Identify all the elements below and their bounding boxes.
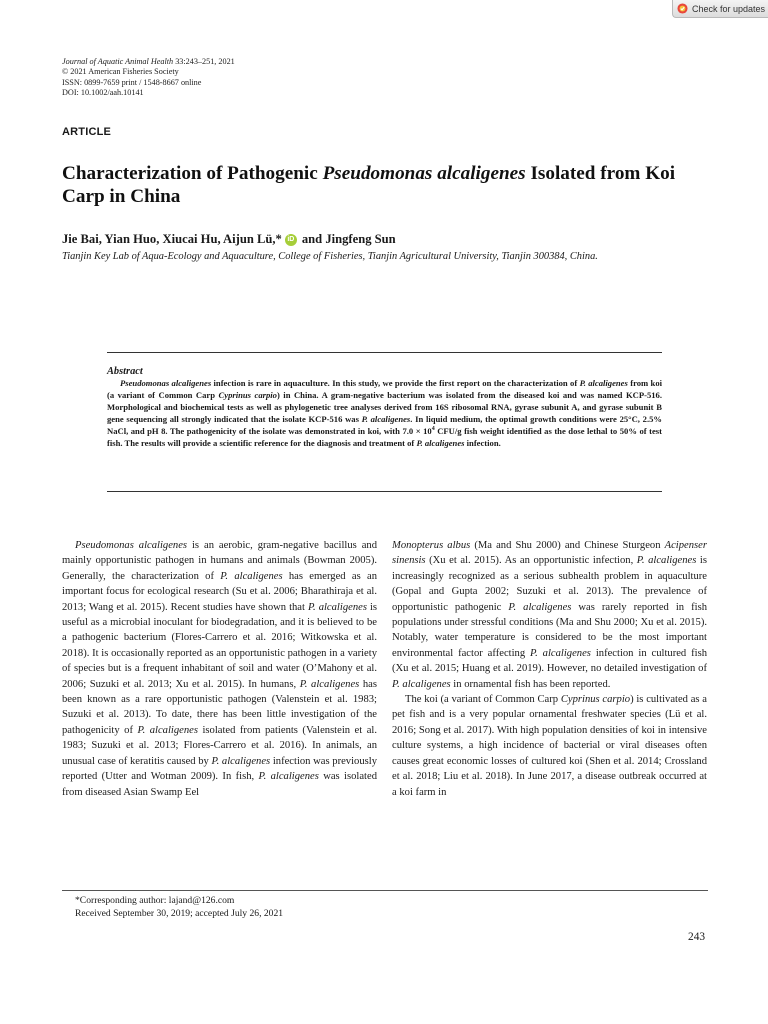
body-column-right (392, 538, 707, 800)
affiliation: Tianjin Key Lab of Aqua-Ecology and Aquaculture, College of Fisheries, Tianjin Agricultural University, Tianjin 300384, China. (62, 251, 598, 262)
abstract-bottom-rule (107, 491, 662, 492)
paragraph: The koi (a variant of Common Carp Cyprinus carpio) is cultivated as a pet fish and is a very popular ornamental freshwater species (Lü et al. 2016; Song et al. 2017). With high population densities of koi in intensive culture systems, a high incidence of bacterial or viral diseases often causes great economic losses of cultured koi (Shen et al. 2014; Crossland et al. 2018; Liu et al. 2018). In June 2017, a disease outbreak occurred at a koi farm in (392, 694, 707, 798)
footnote-rule (62, 890, 708, 891)
paragraph: Monopterus albus (Ma and Shu 2000) and Chinese Sturgeon Acipenser sinensis (Xu et al. 2015). As an opportunistic infection, P. alcaligenes is increasingly recognized as a serious subhealth problem in aquaculture (Gopal and Gupta 2002; Suzuki et al. 2013). The prevalence of opportunistic pathogenic P. alcaligenes was rarely reported in fish populations under stressful conditions (Ma and Shu 2000; Xu et al. 2015). Notably, water temperature is considered to be the most important environmental factor affecting P. alcaligenes infection in cultured fish (Xu et al. 2015; Huang et al. 2019). However, no detailed investigation of P. alcaligenes in ornamental fish has been reported. (392, 540, 707, 690)
doi: DOI: 10.1002/aah.10141 (62, 87, 144, 97)
author-list (62, 232, 396, 247)
article-type-label: ARTICLE (62, 126, 112, 138)
body-column-left (62, 538, 377, 800)
journal-info (62, 57, 235, 98)
copyright: © 2021 American Fisheries Society (62, 67, 179, 77)
abstract-heading: Abstract (107, 366, 143, 377)
check-for-updates-icon (677, 3, 688, 14)
received-accepted-note: Received September 30, 2019; accepted July 26, 2021 (75, 907, 284, 919)
page-number: 243 (688, 931, 706, 943)
paragraph: Pseudomonas alcaligenes is an aerobic, gram-negative bacillus and mainly opportunistic pathogen in humans and animals (Bowman 2005). Generally, the characterization of P. alcaligenes has emerged as an important focus for ecological research (Su et al. 2006; Bharathiraja et al. 2013; Wang et al. 2015). Recent studies have shown that P. alcaligenes is useful as a microbial inoculant for biodegradation, and it is believed to be a pathogenic bacterium (Flores-Carrero et al. 2016; Witkowska et al. 2018). It is occasionally reported as an opportunistic pathogen in a variety of species but is a frequent inhabitant of soil and water (O’Mahony et al. 2006; Suzuki et al. 2013; Xu et al. 2015). In humans, P. alcaligenes has been known as a rare opportunistic pathogen (Valenstein et al. 1983; Suzuki et al. 2013). To date, there has been little investigation of the pathogenicity of P. alcaligenes isolated from patients (Valenstein et al. 1983; Suzuki et al. 2013; Flores-Carrero et al. 2016). In animals, an unusual case of keratitis caused by P. alcaligenes infection was previously reported (Utter and Wotman 2009). In fish, P. alcaligenes was isolated from diseased Asian Swamp Eel (62, 540, 378, 798)
footnotes (75, 895, 283, 920)
check-for-updates-button[interactable] (672, 0, 768, 18)
issn: ISSN: 0899-7659 print / 1548-8667 online (62, 77, 202, 87)
article-title: Characterization of Pathogenic Pseudomonas alcaligenes Isolated from Koi Carp in China (62, 163, 676, 207)
abstract-text: Pseudomonas alcaligenes infection is rare in aquaculture. In this study, we provide the first report on the characterization of P. alcaligenes from koi (a variant of Common Carp Cyprinus carpio) in China. A gram-negative bacterium was isolated from the diseased koi and was named KCP-516. Morphological and biochemical tests as well as phylogenetic tree analyses derived from 16S ribosomal RNA, gyrase subunit A, and gyrase subunit B gene sequencing all strongly indicated that the isolate KCP-516 was P. alcaligenes. In liquid medium, the optimal growth conditions were 25°C, 2.5% NaCl, and pH 8. The pathogenicity of the isolate was demonstrated in koi, with $7.0 \times 10^4$ CFU/g fish weight identified as the dose lethal to 50% of test fish. The results will provide a scientific reference for the diagnosis and treatment of P. alcaligenes infection. (107, 378, 663, 449)
authors-before-orcid: Jie Bai, Yian Huo, Xiucai Hu, Aijun Lü,* (62, 232, 282, 246)
corresponding-author-note: *Corresponding author: lajand@126.com (75, 895, 235, 906)
orcid-icon[interactable]: iD (285, 234, 297, 246)
abstract-top-rule (107, 352, 662, 353)
journal-name: Journal of Aquatic Animal Health (62, 57, 174, 66)
check-for-updates-label: Check for updates (692, 3, 766, 14)
authors-after-orcid: and Jingfeng Sun (301, 232, 396, 246)
journal-volume: 33:243–251, 2021 (173, 57, 235, 66)
